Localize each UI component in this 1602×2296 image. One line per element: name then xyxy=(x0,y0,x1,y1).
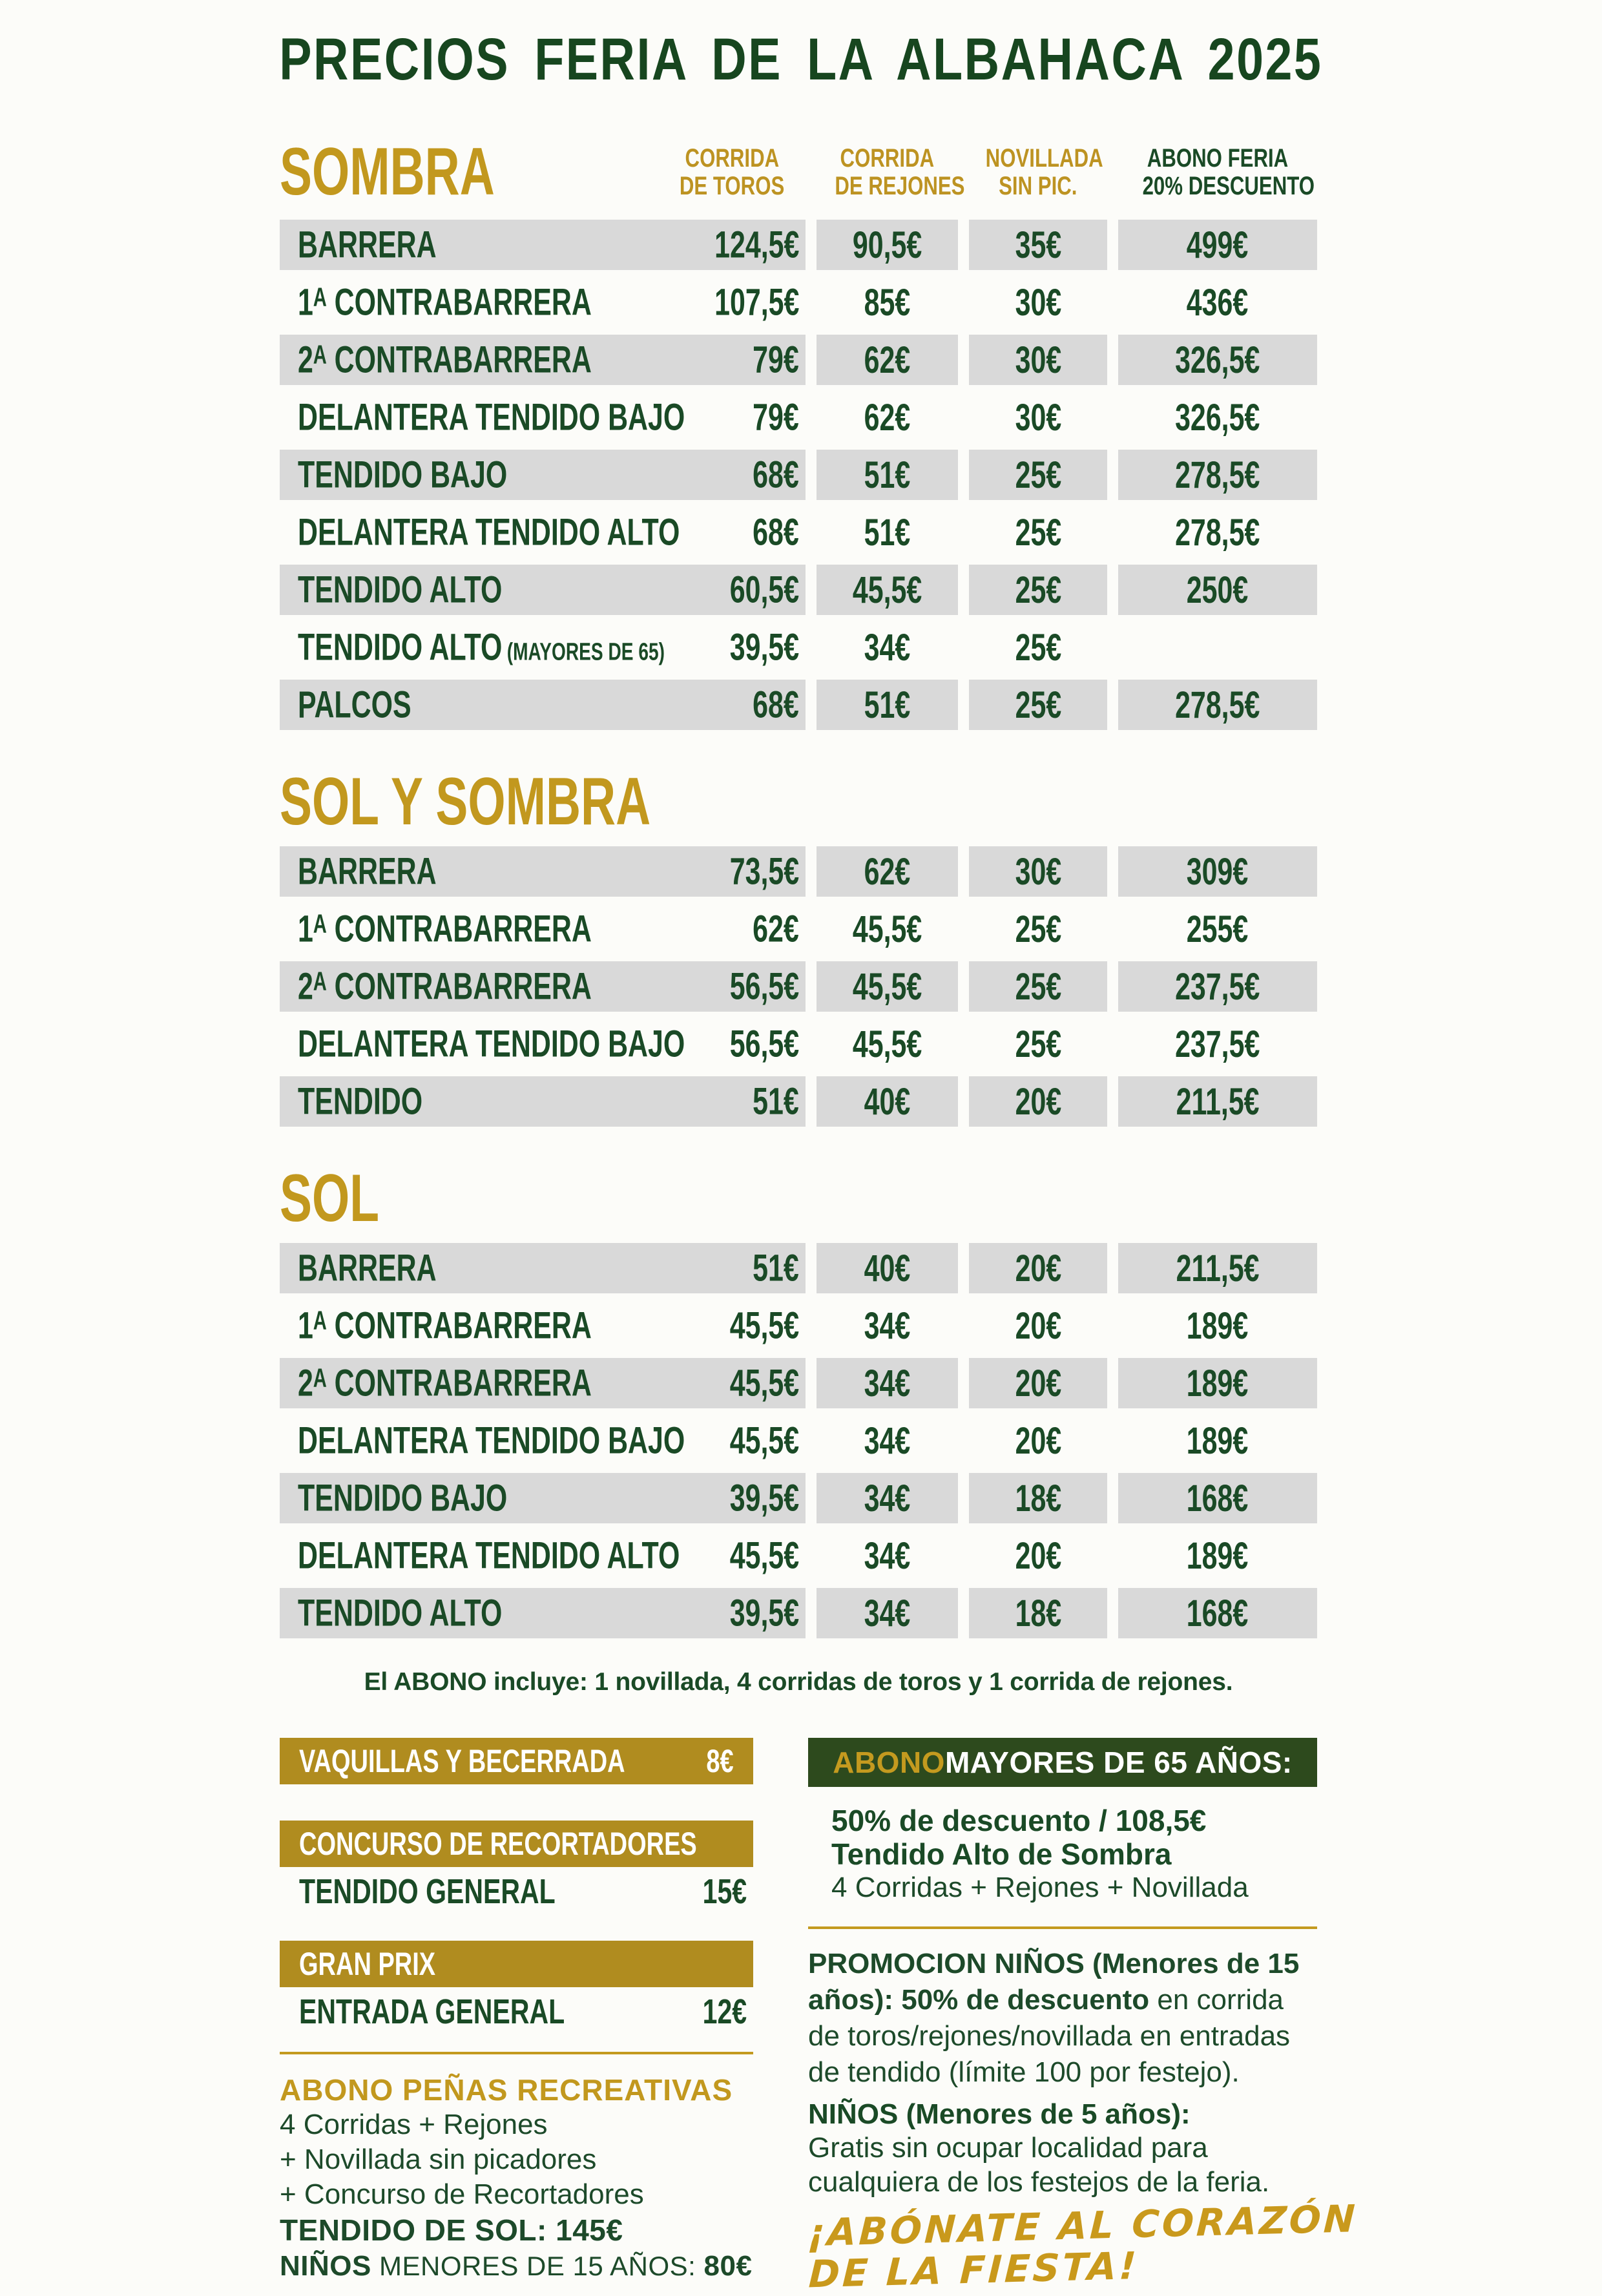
price-corrida-rejones: 62€ xyxy=(864,339,911,381)
price-abono-feria-cell xyxy=(1118,1415,1317,1466)
price-abono-feria-cell xyxy=(1118,220,1317,270)
promo-ninos-paragraph xyxy=(808,1946,1317,2091)
seat-category-cell xyxy=(280,1076,806,1127)
seat-category-cell xyxy=(280,1473,806,1523)
cta-line-1: ¡ABÓNATE AL CORAZÓN xyxy=(806,2196,1358,2255)
price-corrida-rejones: 51€ xyxy=(864,511,911,554)
seat-category-cell xyxy=(280,507,806,558)
price-corrida-rejones: 90,5€ xyxy=(852,224,922,266)
text-run: NIÑOS xyxy=(280,2250,371,2282)
price-corrida-rejones: 34€ xyxy=(864,1304,911,1347)
price-abono-feria-cell xyxy=(1118,1243,1317,1293)
price-novillada-cell xyxy=(969,1019,1107,1069)
price-corrida-rejones: 45,5€ xyxy=(852,569,922,611)
price-abono-feria-cell xyxy=(1118,622,1317,673)
price-corrida-rejones-cell xyxy=(817,507,958,558)
price-novillada: 20€ xyxy=(1015,1080,1061,1123)
price-corrida-rejones: 45,5€ xyxy=(852,1023,922,1065)
seat-category-label: TENDIDO ALTO xyxy=(298,569,503,611)
gran-prix-row-price: 12€ xyxy=(702,1992,747,2031)
price-abono-feria: 189€ xyxy=(1187,1362,1249,1404)
seat-category-cell xyxy=(280,1300,806,1351)
table-row xyxy=(280,680,1317,730)
section-heading-sol-y-sombra: SOL Y SOMBRA xyxy=(280,764,651,839)
price-novillada: 20€ xyxy=(1015,1247,1061,1289)
abono-penas-ninos15 xyxy=(280,2248,753,2284)
table-row xyxy=(280,846,1317,897)
price-abono-feria-cell xyxy=(1118,450,1317,500)
price-abono-feria: 189€ xyxy=(1187,1304,1249,1347)
price-abono-feria: 309€ xyxy=(1187,850,1249,893)
table-row xyxy=(280,335,1317,385)
price-abono-feria: 211,5€ xyxy=(1176,1080,1260,1123)
price-abono-feria: 250€ xyxy=(1187,569,1249,611)
sol-y-sombra-rows xyxy=(280,846,1317,1127)
price-abono-feria-cell xyxy=(1118,961,1317,1012)
price-novillada-cell xyxy=(969,1300,1107,1351)
table-row xyxy=(280,904,1317,954)
price-corrida-rejones-cell xyxy=(817,277,958,328)
sol-rows xyxy=(280,1243,1317,1638)
price-table-area xyxy=(280,107,1358,2296)
seat-category-label: 1ᴬ CONTRABARRERA xyxy=(298,908,592,950)
price-novillada: 20€ xyxy=(1015,1304,1061,1347)
seat-category-cell xyxy=(280,1019,806,1069)
table-row xyxy=(280,1473,1317,1523)
price-corrida-toros: 68€ xyxy=(753,454,799,496)
table-row xyxy=(280,565,1317,615)
seat-category-cell xyxy=(280,961,806,1012)
bottom-area xyxy=(280,1738,1358,2296)
price-novillada-cell xyxy=(969,392,1107,443)
price-corrida-rejones-cell xyxy=(817,335,958,385)
price-corrida-rejones-cell xyxy=(817,1019,958,1069)
price-novillada: 25€ xyxy=(1015,569,1061,611)
seat-category-cell xyxy=(280,622,806,673)
price-novillada: 25€ xyxy=(1015,684,1061,726)
price-corrida-toros: 68€ xyxy=(753,511,799,554)
price-corrida-toros: 51€ xyxy=(753,1080,799,1123)
price-abono-feria-cell xyxy=(1118,1473,1317,1523)
price-corrida-rejones: 34€ xyxy=(864,1477,911,1519)
price-abono-feria: 436€ xyxy=(1187,281,1249,324)
price-abono-feria: 255€ xyxy=(1187,908,1249,950)
price-novillada: 20€ xyxy=(1015,1534,1061,1577)
section-heading-sol: SOL xyxy=(280,1161,379,1236)
seat-category-label: TENDIDO ALTO xyxy=(298,1592,503,1634)
price-corrida-toros: 79€ xyxy=(753,396,799,439)
price-novillada-cell xyxy=(969,1588,1107,1638)
mayores65-includes-line: 4 Corridas + Rejones + Novillada xyxy=(831,1872,1249,1903)
table-row xyxy=(280,1019,1317,1069)
text-run: MAYORES DE 65 AÑOS: xyxy=(944,1746,1293,1779)
text-run: en corrida de toros/rejones/novillada en entradas de tendido (límite 100 por festejo). xyxy=(808,1984,1291,2088)
price-novillada-cell xyxy=(969,220,1107,270)
bottom-left-column xyxy=(280,1738,753,2288)
table-row xyxy=(280,961,1317,1012)
price-abono-feria: 278,5€ xyxy=(1175,511,1260,554)
price-corrida-toros: 45,5€ xyxy=(729,1419,799,1462)
price-corrida-toros: 56,5€ xyxy=(729,965,799,1008)
price-abono-feria-cell xyxy=(1118,1300,1317,1351)
abono-penas-line-2: + Novillada sin picadores xyxy=(280,2144,597,2175)
price-corrida-toros: 68€ xyxy=(753,684,799,726)
price-novillada: 30€ xyxy=(1015,396,1061,439)
price-novillada-cell xyxy=(969,961,1107,1012)
concurso-row-price: 15€ xyxy=(702,1872,747,1911)
abono-penas-title: ABONO PEÑAS RECREATIVAS xyxy=(280,2073,733,2107)
price-corrida-rejones-cell xyxy=(817,1300,958,1351)
left-divider-line xyxy=(280,2052,753,2054)
price-novillada-cell xyxy=(969,846,1107,897)
price-corrida-rejones: 34€ xyxy=(864,1534,911,1577)
price-corrida-rejones-cell xyxy=(817,904,958,954)
price-novillada-cell xyxy=(969,622,1107,673)
seat-category-label: PALCOS xyxy=(298,684,411,726)
page-title: PRECIOS FERIA DE LA ALBAHACA 2025 xyxy=(279,26,1323,92)
price-corrida-rejones-cell xyxy=(817,1530,958,1581)
seat-category-label: BARRERA xyxy=(298,850,437,893)
gran-prix-title: GRAN PRIX xyxy=(299,1946,436,1982)
price-abono-feria-cell xyxy=(1118,1358,1317,1408)
price-corrida-rejones-cell xyxy=(817,622,958,673)
gran-prix-bar xyxy=(280,1941,753,1987)
price-abono-feria: 237,5€ xyxy=(1175,1023,1260,1065)
price-corrida-toros: 39,5€ xyxy=(729,626,799,669)
table-row xyxy=(280,622,1317,673)
price-abono-feria: 211,5€ xyxy=(1176,1247,1260,1289)
price-novillada: 20€ xyxy=(1015,1362,1061,1404)
col-header-corrida-toros: CORRIDA DE TOROS xyxy=(679,143,785,200)
table-row xyxy=(280,1530,1317,1581)
header-first-cell xyxy=(280,134,806,210)
price-novillada: 18€ xyxy=(1015,1477,1061,1519)
price-abono-feria-cell xyxy=(1118,1076,1317,1127)
seat-category-cell xyxy=(280,904,806,954)
price-novillada: 30€ xyxy=(1015,850,1061,893)
price-novillada: 25€ xyxy=(1015,626,1061,669)
price-novillada-cell xyxy=(969,1473,1107,1523)
price-abono-feria: 189€ xyxy=(1187,1419,1249,1462)
price-corrida-rejones: 34€ xyxy=(864,1362,911,1404)
price-corrida-rejones-cell xyxy=(817,1076,958,1127)
abono-penas-tendido-sol: TENDIDO DE SOL: 145€ xyxy=(280,2213,623,2247)
seat-category-cell xyxy=(280,1530,806,1581)
price-novillada-cell xyxy=(969,1076,1107,1127)
seat-category-label: DELANTERA TENDIDO BAJO xyxy=(298,1023,685,1065)
price-novillada: 30€ xyxy=(1015,281,1061,324)
price-corrida-rejones: 62€ xyxy=(864,850,911,893)
seat-category-cell xyxy=(280,1415,806,1466)
concurso-title: CONCURSO DE RECORTADORES xyxy=(299,1826,697,1862)
table-row xyxy=(280,220,1317,270)
seat-category-cell xyxy=(280,680,806,730)
seat-category-label: DELANTERA TENDIDO ALTO xyxy=(298,1534,680,1577)
price-corrida-toros: 39,5€ xyxy=(729,1592,799,1634)
seat-category-label: TENDIDO xyxy=(298,1080,423,1123)
price-novillada: 35€ xyxy=(1015,224,1061,266)
price-novillada-cell xyxy=(969,1243,1107,1293)
price-novillada-cell xyxy=(969,507,1107,558)
right-divider-line xyxy=(808,1926,1317,1929)
seat-category-label: BARRERA xyxy=(298,224,437,266)
bottom-right-column xyxy=(806,1738,1358,2296)
price-corrida-rejones-cell xyxy=(817,565,958,615)
price-corrida-rejones: 45,5€ xyxy=(852,908,922,950)
abono-penas-line-1: 4 Corridas + Rejones xyxy=(280,2109,548,2140)
seat-category-cell xyxy=(280,220,806,270)
seat-category-label: DELANTERA TENDIDO ALTO xyxy=(298,511,680,554)
price-corrida-rejones-cell xyxy=(817,1358,958,1408)
price-corrida-rejones: 40€ xyxy=(864,1247,911,1289)
seat-category-cell xyxy=(280,846,806,897)
text-run: ABONO xyxy=(833,1746,945,1779)
price-novillada: 25€ xyxy=(1015,511,1061,554)
seat-category-label: DELANTERA TENDIDO BAJO xyxy=(298,1419,685,1462)
price-novillada: 25€ xyxy=(1015,965,1061,1008)
seat-category-cell xyxy=(280,1358,806,1408)
price-abono-feria: 168€ xyxy=(1187,1477,1249,1519)
price-corrida-rejones: 51€ xyxy=(864,454,911,496)
table-header-row xyxy=(280,107,1317,210)
seat-category-label: DELANTERA TENDIDO BAJO xyxy=(298,396,685,439)
price-novillada-cell xyxy=(969,335,1107,385)
price-corrida-toros: 45,5€ xyxy=(729,1362,799,1404)
mayores65-discount-line: 50% de descuento / 108,5€ xyxy=(831,1804,1207,1837)
seat-category-cell xyxy=(280,1243,806,1293)
price-corrida-toros: 39,5€ xyxy=(729,1477,799,1519)
price-novillada: 25€ xyxy=(1015,1023,1061,1065)
price-corrida-rejones-cell xyxy=(817,1415,958,1466)
concurso-price-row xyxy=(280,1871,753,1912)
price-corrida-rejones: 34€ xyxy=(864,1592,911,1634)
seat-category-cell xyxy=(280,392,806,443)
price-novillada-cell xyxy=(969,1415,1107,1466)
seat-category-label: BARRERA xyxy=(298,1247,437,1289)
price-novillada-cell xyxy=(969,904,1107,954)
abono-penas-line-3: + Concurso de Recortadores xyxy=(280,2178,644,2210)
price-abono-feria: 278,5€ xyxy=(1175,684,1260,726)
price-corrida-rejones-cell xyxy=(817,220,958,270)
seat-category-cell xyxy=(280,1588,806,1638)
price-abono-feria: 326,5€ xyxy=(1175,339,1260,381)
price-corrida-rejones-cell xyxy=(817,1243,958,1293)
concurso-bar xyxy=(280,1821,753,1867)
ninos5-body: Gratis sin ocupar localidad para cualquiera de los festejos de la feria. xyxy=(808,2132,1270,2198)
price-abono-feria-cell xyxy=(1118,846,1317,897)
price-abono-feria-cell xyxy=(1118,1588,1317,1638)
seat-category-label: 2ᴬ CONTRABARRERA xyxy=(298,339,592,381)
mayores65-location-line: Tendido Alto de Sombra xyxy=(831,1837,1172,1871)
seat-category-note: (MAYORES DE 65) xyxy=(506,638,665,666)
table-row xyxy=(280,1588,1317,1638)
price-abono-feria: 499€ xyxy=(1187,224,1249,266)
price-corrida-rejones: 34€ xyxy=(864,626,911,669)
price-corrida-rejones-cell xyxy=(817,1588,958,1638)
table-row xyxy=(280,392,1317,443)
price-abono-feria: 189€ xyxy=(1187,1534,1249,1577)
poster-header xyxy=(0,26,1602,98)
price-corrida-rejones: 40€ xyxy=(864,1080,911,1123)
cta-line-2: DE LA FIESTA! xyxy=(807,2243,1140,2296)
price-novillada: 30€ xyxy=(1015,339,1061,381)
table-row xyxy=(280,1076,1317,1127)
price-novillada-cell xyxy=(969,565,1107,615)
price-novillada-cell xyxy=(969,680,1107,730)
price-corrida-rejones: 85€ xyxy=(864,281,911,324)
price-novillada-cell xyxy=(969,1358,1107,1408)
price-abono-feria: 278,5€ xyxy=(1175,454,1260,496)
price-corrida-rejones-cell xyxy=(817,1473,958,1523)
col-header-novillada: NOVILLADA SIN PIC. xyxy=(985,143,1103,200)
table-row xyxy=(280,1415,1317,1466)
price-abono-feria: 237,5€ xyxy=(1175,965,1260,1008)
price-corrida-toros: 56,5€ xyxy=(729,1023,799,1065)
price-corrida-toros: 45,5€ xyxy=(729,1304,799,1347)
seat-category-label: TENDIDO ALTO (MAYORES DE 65) xyxy=(298,626,665,669)
text-run: MENORES DE 15 AÑOS: xyxy=(371,2251,704,2281)
price-abono-feria-cell xyxy=(1118,392,1317,443)
price-corrida-toros: 51€ xyxy=(753,1247,799,1289)
vaquillas-label: VAQUILLAS Y BECERRADA xyxy=(299,1743,625,1779)
price-corrida-rejones-cell xyxy=(817,846,958,897)
price-novillada: 25€ xyxy=(1015,454,1061,496)
price-novillada-cell xyxy=(969,450,1107,500)
price-corrida-rejones: 45,5€ xyxy=(852,965,922,1008)
table-row xyxy=(280,507,1317,558)
section-heading-sombra: SOMBRA xyxy=(280,134,495,210)
price-abono-feria-cell xyxy=(1118,904,1317,954)
price-abono-feria-cell xyxy=(1118,1019,1317,1069)
seat-category-cell xyxy=(280,565,806,615)
table-row xyxy=(280,1300,1317,1351)
col-header-abono-feria: ABONO FERIA 20% DESCUENTO xyxy=(1142,143,1315,200)
ninos5-title: NIÑOS (Menores de 5 años): xyxy=(808,2098,1191,2130)
text-run: PROMOCION NIÑOS (Menores de 15 años): 50% de descuento xyxy=(808,1948,1300,2016)
gran-prix-price-row xyxy=(280,1991,753,2032)
price-corrida-toros: 107,5€ xyxy=(714,281,799,324)
price-corrida-toros: 45,5€ xyxy=(729,1534,799,1577)
price-corrida-toros: 79€ xyxy=(753,339,799,381)
price-novillada: 18€ xyxy=(1015,1592,1061,1634)
price-abono-feria-cell xyxy=(1118,277,1317,328)
seat-category-label: TENDIDO BAJO xyxy=(298,1477,508,1519)
seat-category-label: 2ᴬ CONTRABARRERA xyxy=(298,1362,592,1404)
price-corrida-toros: 73,5€ xyxy=(729,850,799,893)
vaquillas-bar xyxy=(280,1738,753,1784)
price-novillada-cell xyxy=(969,277,1107,328)
sombra-rows xyxy=(280,220,1317,730)
price-corrida-rejones-cell xyxy=(817,680,958,730)
price-abono-feria-cell xyxy=(1118,1530,1317,1581)
seat-category-label: 1ᴬ CONTRABARRERA xyxy=(298,1304,592,1347)
vaquillas-price: 8€ xyxy=(706,1743,734,1779)
price-abono-feria-cell xyxy=(1118,680,1317,730)
seat-category-cell xyxy=(280,277,806,328)
price-corrida-rejones-cell xyxy=(817,450,958,500)
seat-category-label: TENDIDO BAJO xyxy=(298,454,508,496)
price-novillada: 25€ xyxy=(1015,908,1061,950)
table-row xyxy=(280,1358,1317,1408)
price-abono-feria: 326,5€ xyxy=(1175,396,1260,439)
price-corrida-toros: 62€ xyxy=(753,908,799,950)
seat-category-cell xyxy=(280,335,806,385)
price-abono-feria-cell xyxy=(1118,507,1317,558)
price-corrida-toros: 60,5€ xyxy=(729,569,799,611)
price-novillada-cell xyxy=(969,1530,1107,1581)
mayores65-banner xyxy=(808,1738,1317,1787)
price-abono-feria: 168€ xyxy=(1187,1592,1249,1634)
seat-category-label: 2ᴬ CONTRABARRERA xyxy=(298,965,592,1008)
table-row xyxy=(280,1243,1317,1293)
price-corrida-toros: 124,5€ xyxy=(714,224,799,266)
cta-script xyxy=(806,2196,1358,2296)
concurso-row-label: TENDIDO GENERAL xyxy=(299,1872,556,1911)
text-run: 80€ xyxy=(703,2250,753,2282)
price-corrida-rejones: 62€ xyxy=(864,396,911,439)
price-corrida-rejones-cell xyxy=(817,392,958,443)
seat-category-cell xyxy=(280,450,806,500)
col-header-corrida-rejones: CORRIDA DE REJONES xyxy=(835,143,965,200)
price-abono-feria-cell xyxy=(1118,565,1317,615)
gran-prix-row-label: ENTRADA GENERAL xyxy=(299,1992,565,2031)
price-corrida-rejones: 51€ xyxy=(864,684,911,726)
seat-category-label: 1ᴬ CONTRABARRERA xyxy=(298,281,592,324)
table-row xyxy=(280,277,1317,328)
table-row xyxy=(280,450,1317,500)
price-abono-feria-cell xyxy=(1118,335,1317,385)
abono-includes-note: El ABONO incluye: 1 novillada, 4 corridas de toros y 1 corrida de rejones. xyxy=(364,1668,1233,1696)
price-novillada: 20€ xyxy=(1015,1419,1061,1462)
price-corrida-rejones-cell xyxy=(817,961,958,1012)
price-corrida-rejones: 34€ xyxy=(864,1419,911,1462)
